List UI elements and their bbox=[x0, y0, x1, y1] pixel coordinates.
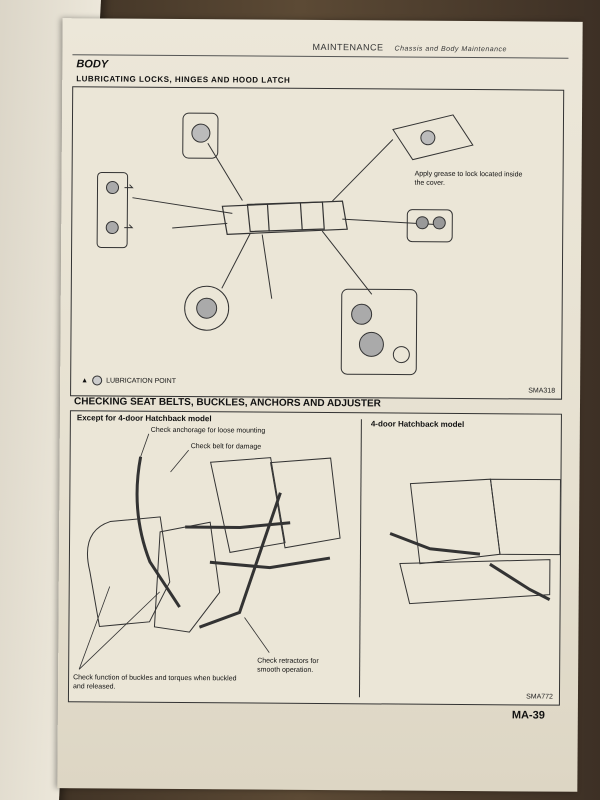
latch-mechanism-part bbox=[341, 289, 417, 375]
rear-seat-hatchback bbox=[400, 479, 561, 605]
section-title-seat-belts: CHECKING SEAT BELTS, BUCKLES, ANCHORS AND ADJUSTER bbox=[73, 396, 381, 410]
callout-arrows bbox=[132, 138, 443, 300]
callout-retractors: Check retractors for smooth operation. bbox=[257, 657, 319, 674]
lubrication-figure bbox=[70, 86, 564, 399]
page-number: MA-39 bbox=[511, 709, 545, 722]
callout-leaders bbox=[79, 433, 271, 670]
header-rule bbox=[72, 54, 568, 58]
rear-belt-lines bbox=[390, 533, 550, 599]
belt-lines bbox=[136, 457, 331, 628]
figure-code-2: SMA772 bbox=[526, 693, 553, 701]
grease-note: Apply grease to lock located inside the cover. bbox=[414, 170, 523, 187]
figure-code-1: SMA318 bbox=[528, 387, 556, 395]
section-subtitle-lubrication: LUBRICATING LOCKS, HINGES AND HOOD LATCH bbox=[76, 74, 291, 85]
right-panel-title: 4-door Hatchback model bbox=[370, 419, 465, 430]
section-title-body: BODY bbox=[76, 58, 109, 71]
lubrication-diagram bbox=[71, 87, 563, 398]
door-lock-part bbox=[407, 210, 452, 242]
callout-buckles: Check function of buckles and torques when buckled and released. bbox=[73, 674, 237, 691]
arrow-icon: ▲ bbox=[81, 376, 89, 384]
front-seats bbox=[87, 456, 341, 633]
callout-belt: Check belt for damage bbox=[190, 443, 262, 451]
bottom-hinge-part bbox=[185, 286, 229, 330]
header-subtitle: Chassis and Body Maintenance bbox=[394, 45, 507, 54]
trunk-lock-part bbox=[393, 115, 473, 161]
legend bbox=[81, 375, 176, 386]
lube-circle-icon bbox=[92, 375, 102, 385]
left-panel-title: Except for 4-door Hatchback model bbox=[76, 413, 212, 424]
door-hinge-part bbox=[97, 172, 133, 247]
legend-label: LUBRICATION POINT bbox=[106, 377, 177, 385]
manual-page bbox=[57, 18, 582, 792]
callout-anchorage: Check anchorage for loose mounting bbox=[150, 426, 266, 435]
header-title: MAINTENANCE bbox=[312, 41, 384, 53]
seat-belt-figure bbox=[68, 410, 562, 705]
car-outline bbox=[222, 200, 347, 235]
running-header bbox=[312, 42, 507, 53]
